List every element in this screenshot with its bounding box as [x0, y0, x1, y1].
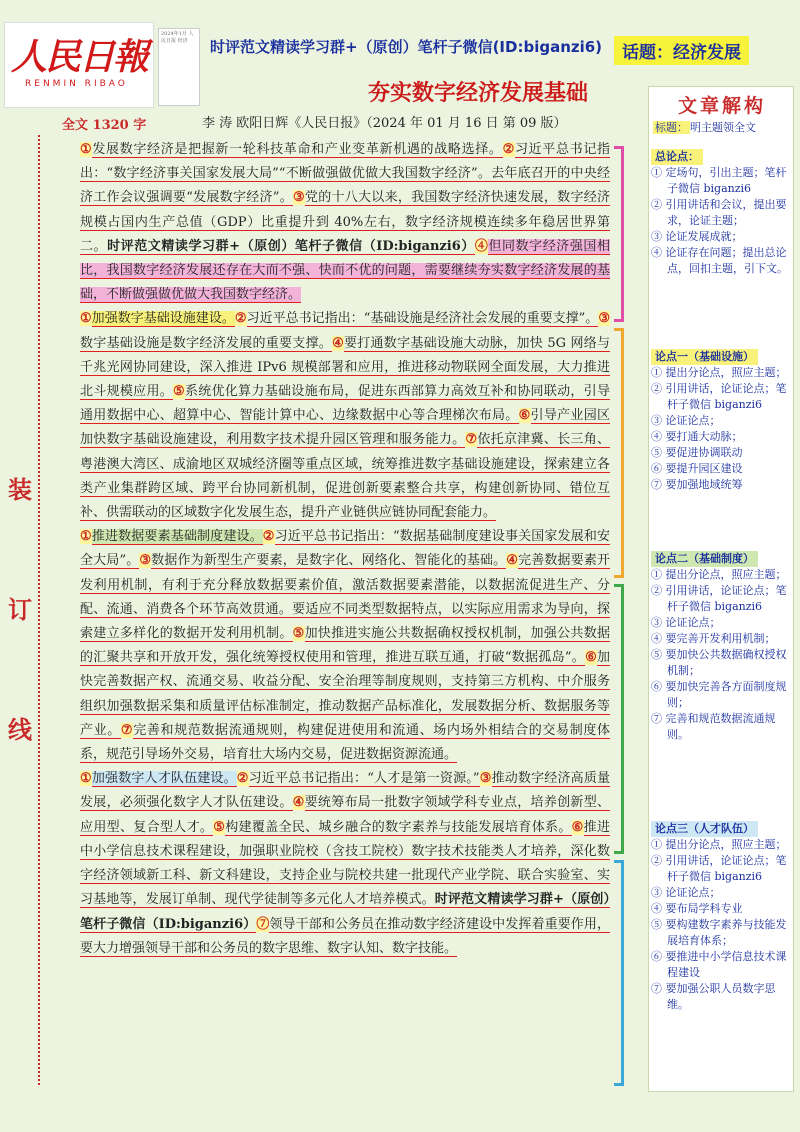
binding-char: 装	[8, 476, 32, 504]
sentence-number: ②	[234, 311, 247, 327]
sidebar-section-item: ③ 论证论点；	[651, 414, 721, 427]
sentence-text: 时评范文精读学习群+（原创）笔杆子微信（ID:biganzi6）	[107, 238, 475, 254]
bracket-point3	[614, 860, 624, 1086]
sentence-text: 领导干部和公务员在推动数字经济建设中发挥着重要作用，要大力增强领导干部和公务员的数字思维、数字认知、数字技能。	[80, 916, 610, 956]
bracket-point2	[614, 584, 624, 854]
sidebar-section-head: 论点二（基础制度）	[651, 551, 758, 567]
sentence-text: 推进数据要素基础制度建设。	[91, 529, 263, 545]
sentence-text: 习近平总书记指出：“基础设施是经济社会发展的重要支撑”。	[246, 311, 599, 327]
sentence-number: ③	[598, 311, 610, 327]
study-group-title: 时评范文精读学习群+（原创）笔杆子微信(ID:biganzi6)	[210, 38, 603, 56]
sidebar-section-point1	[651, 349, 791, 493]
sentence-number: ①	[80, 311, 92, 327]
sidebar-section-item: ③ 论证论点；	[651, 616, 721, 629]
sentence-text: 完善数据要素开发利用机制，有利于充分释放数据要素价值，激活数据要素潜能，以数据流促进生产、分配、流通、消费各个环节高效贯通。要适应不同类型数据特点，以实际应用需求为导向，探索建立多样化的数据开发利用机制。	[80, 553, 610, 642]
sidebar-section-item: ⑥ 要提升园区建设	[651, 462, 743, 475]
sentence-number: ⑦	[120, 722, 134, 738]
sidebar-section-item: ③ 论证论点；	[651, 886, 721, 899]
sentence-text: 加快推进实施公共数据确权授权机制，加强公共数据的汇聚共享和开放开发，强化统筹授权使用和管理，推进互联互通，打破“数据孤岛”。	[80, 626, 610, 666]
sentence-text: 加快完善数据产权、流通交易、收益分配、安全治理等制度规则，支持第三方机构、中介服务组织加强数据采集和质量评估标准制定，推动数据产品标准化，发展数据分析、数据服务等产业。	[80, 650, 611, 738]
sidebar-section-point2	[651, 551, 791, 743]
sentence-number: ⑤	[292, 626, 305, 642]
binding-char: 线	[8, 716, 32, 744]
sentence-number: ⑥	[571, 819, 584, 835]
sidebar-section-point3	[651, 821, 791, 1013]
sidebar-section-item: ④ 论证存在问题；提出总论点，回扣主题，引下文。	[651, 246, 788, 275]
paragraph-point1	[80, 307, 610, 525]
byline: 李 涛 欧阳日辉《人民日报》（2024 年 01 月 16 日 第 09 版）	[202, 116, 567, 131]
subtitle-text: 明主题领全文	[690, 121, 756, 134]
sidebar-section-item: ② 引用讲话和会议，提出要求，论证主题；	[651, 198, 787, 227]
paragraph-point2	[80, 525, 610, 767]
sentence-number: ①	[80, 529, 92, 545]
sentence-text: 习近平总书记指出：“数据基础制度建设事关国家发展和安全大局”。	[80, 529, 610, 569]
sentence-text: 要打通数字基础设施大动脉，加快 5G 网络与千兆光网协同建设，深入推进 IPv6 规模部署和应用，推进移动物联网全面发展，大力推进北斗规模应用。	[80, 335, 610, 400]
sentence-text: 完善和规范数据流通规则，构建促进使用和流通、场内场外相结合的交易制度体系，规范引导场外交易，培育壮大场内交易，促进数据资源流通。	[80, 722, 610, 763]
sidebar-title: 文章解构	[677, 95, 766, 117]
sentence-number: ④	[506, 553, 519, 569]
sidebar-subtitle	[653, 119, 756, 135]
sentence-text: 但同数字经济强国相比，我国数字经济发展还存在大而不强、快而不优的问题，需要继续夯实数字经济发展的基础，不断做强做优做大我国数字经济。	[80, 238, 610, 303]
sidebar-section-item: ④ 要打通大动脉；	[651, 430, 743, 443]
sentence-text: 依托京津冀、长三角、粤港澳大湾区、成渝地区双城经济圈等重点区域，统筹推进数字基础设施建设，探索建立各类产业集群跨区域、跨平台协同新机制，促进创新要素整合共享，构建创新协同、错位互补、供需联动的区域数字化发展生态，提升产业链供应链协同配套能力。	[80, 432, 610, 521]
bracket-point1	[614, 328, 624, 578]
sidebar-section-item: ③ 论证发展成就；	[651, 230, 743, 243]
binding-line-label	[8, 430, 32, 790]
newspaper-logo	[4, 22, 154, 108]
sentence-text: 发展数字经济是把握新一轮科技革命和产业变革新机遇的战略选择。	[92, 142, 503, 157]
binding-char: 订	[8, 596, 32, 624]
sidebar-section-item: ⑤ 要加快公共数据确权授权机制；	[651, 648, 787, 677]
sentence-number: ⑥	[518, 408, 531, 424]
sentence-text: 要统筹布局一批数字领域学科专业点，培养创新型、应用型、复合型人才。	[80, 795, 610, 835]
sentence-text: 时评范文精读学习群+（原创）笔杆子微信（ID:biganzi6）	[80, 892, 610, 932]
mini-newspaper-thumbnail: 2024年1月 人民日报 经济	[158, 28, 200, 106]
sidebar-section-item: ① 提出分论点，照应主题；	[651, 568, 787, 581]
article-title: 夯实数字经济发展基础	[368, 81, 589, 106]
sidebar-section-item: ⑥ 要加快完善各方面制度规则；	[651, 680, 787, 709]
sentence-number: ②	[502, 142, 515, 157]
sentence-number: ④	[474, 238, 489, 254]
sentence-text: 习近平总书记指出：“数字经济事关国家发展大局”“不断做强做优做大我国数字经济”。去年底召开的中央经济工作会议强调要“发展数字经济”。	[80, 142, 611, 206]
sidebar-section-item: ② 引用讲话，论证论点；笔杆子微信 biganzi6	[651, 382, 787, 411]
sentence-text: 推进中小学信息技术课程建设，加强职业院校（含技工院校）数字技术技能类人才培养，深化数字经济领域新工科、新文科建设，支持企业与院校共建一批现代产业学院、联合实验室、实习基地等，发展订单制、现代学徒制等多元化人才培养模式。	[80, 819, 610, 908]
paragraph-intro	[80, 138, 610, 307]
sentence-number: ⑦	[256, 916, 270, 932]
topic-badge: 话题：经济发展	[614, 36, 749, 65]
sentence-number: ⑤	[173, 384, 185, 400]
sentence-number: ④	[292, 795, 305, 811]
sentence-number: ③	[139, 553, 152, 569]
sidebar-section-head: 总论点：	[651, 149, 703, 165]
sidebar-section-item: ⑤ 要促进协调联动	[651, 446, 743, 459]
sentence-text: 构建覆盖全民、城乡融合的数字素养与技能发展培育体系。	[225, 819, 572, 835]
sentence-number: ④	[332, 335, 344, 351]
sentence-number: ②	[236, 771, 249, 787]
sentence-number: ①	[80, 142, 93, 157]
sentence-number: ⑤	[213, 819, 226, 835]
sidebar-section-item: ⑦ 要加强公职人员数字思维。	[651, 982, 776, 1011]
article-body	[80, 138, 610, 961]
structure-sidebar	[648, 86, 794, 1092]
sentence-text: 推动数字经济高质量发展，必须强化数字人才队伍建设。	[80, 771, 611, 811]
sidebar-section-head: 论点三（人才队伍）	[651, 821, 758, 837]
sentence-text: 习近平总书记指出：“人才是第一资源。”	[248, 771, 480, 787]
sidebar-section-item: ① 定场句，引出主题；笔杆子微信 biganzi6	[651, 166, 787, 195]
logo-text: 人民日報	[11, 36, 148, 78]
sentence-number: ③	[292, 190, 305, 206]
sidebar-section-item: ⑥ 要推进中小学信息技术课程建设	[651, 950, 787, 979]
sidebar-section-item: ② 引用讲话，论证论点；笔杆子微信 biganzi6	[651, 854, 787, 883]
sidebar-section-item: ⑦ 要加强地域统筹	[651, 478, 743, 491]
sentence-text: 系统优化算力基础设施布局，促进东西部算力高效互补和协同联动，引导通用数据中心、超算中心、智能计算中心、边缘数据中心等合理梯次布局。	[80, 384, 610, 424]
paragraph-point3	[80, 767, 610, 961]
sidebar-section-item: ① 提出分论点，照应主题；	[651, 838, 787, 851]
sentence-text: 加强数字人才队伍建设。	[91, 771, 237, 787]
sentence-number: ②	[262, 529, 275, 545]
logo-pinyin: RENMIN RIBAO	[25, 79, 128, 89]
sentence-number: ⑥	[585, 650, 597, 666]
binding-dotted-line	[38, 135, 40, 1085]
sidebar-section-item: ④ 要布局学科专业	[651, 902, 743, 915]
sidebar-section-item: ⑤ 要构建数字素养与技能发展培育体系；	[651, 918, 787, 947]
sidebar-section-head: 论点一（基础设施）	[651, 349, 758, 365]
sentence-text: 加强数字基础设施建设。	[91, 311, 235, 327]
sidebar-section-overview	[651, 149, 791, 277]
sidebar-section-item: ① 提出分论点，照应主题；	[651, 366, 787, 379]
sentence-number: ③	[479, 771, 492, 787]
sentence-number: ⑦	[465, 432, 478, 448]
sentence-text: 数据作为新型生产要素，是数字化、网络化、智能化的基础。	[151, 553, 507, 569]
sidebar-section-item: ⑦ 完善和规范数据流通规则。	[651, 712, 776, 741]
sidebar-section-item: ④ 要完善开发利用机制；	[651, 632, 776, 645]
subtitle-tag: 标题：	[655, 121, 688, 134]
bracket-intro	[614, 146, 624, 322]
sentence-text: 党的十八大以来，我国数字经济快速发展，数字经济规模占国内生产总值（GDP）比重提升到 40%左右，数字经济规模连续多年稳居世界第二。	[80, 190, 610, 254]
sentence-text: 数字基础设施是数字经济发展的重要支撑。	[80, 335, 333, 351]
word-count: 全文 1320 字	[62, 118, 147, 133]
sentence-number: ①	[80, 771, 92, 787]
sentence-text: 引导产业园区加快数字基础设施建设，利用数字技术提升园区管理和服务能力。	[80, 408, 610, 448]
sidebar-section-item: ② 引用讲话，论证论点；笔杆子微信 biganzi6	[651, 584, 787, 613]
